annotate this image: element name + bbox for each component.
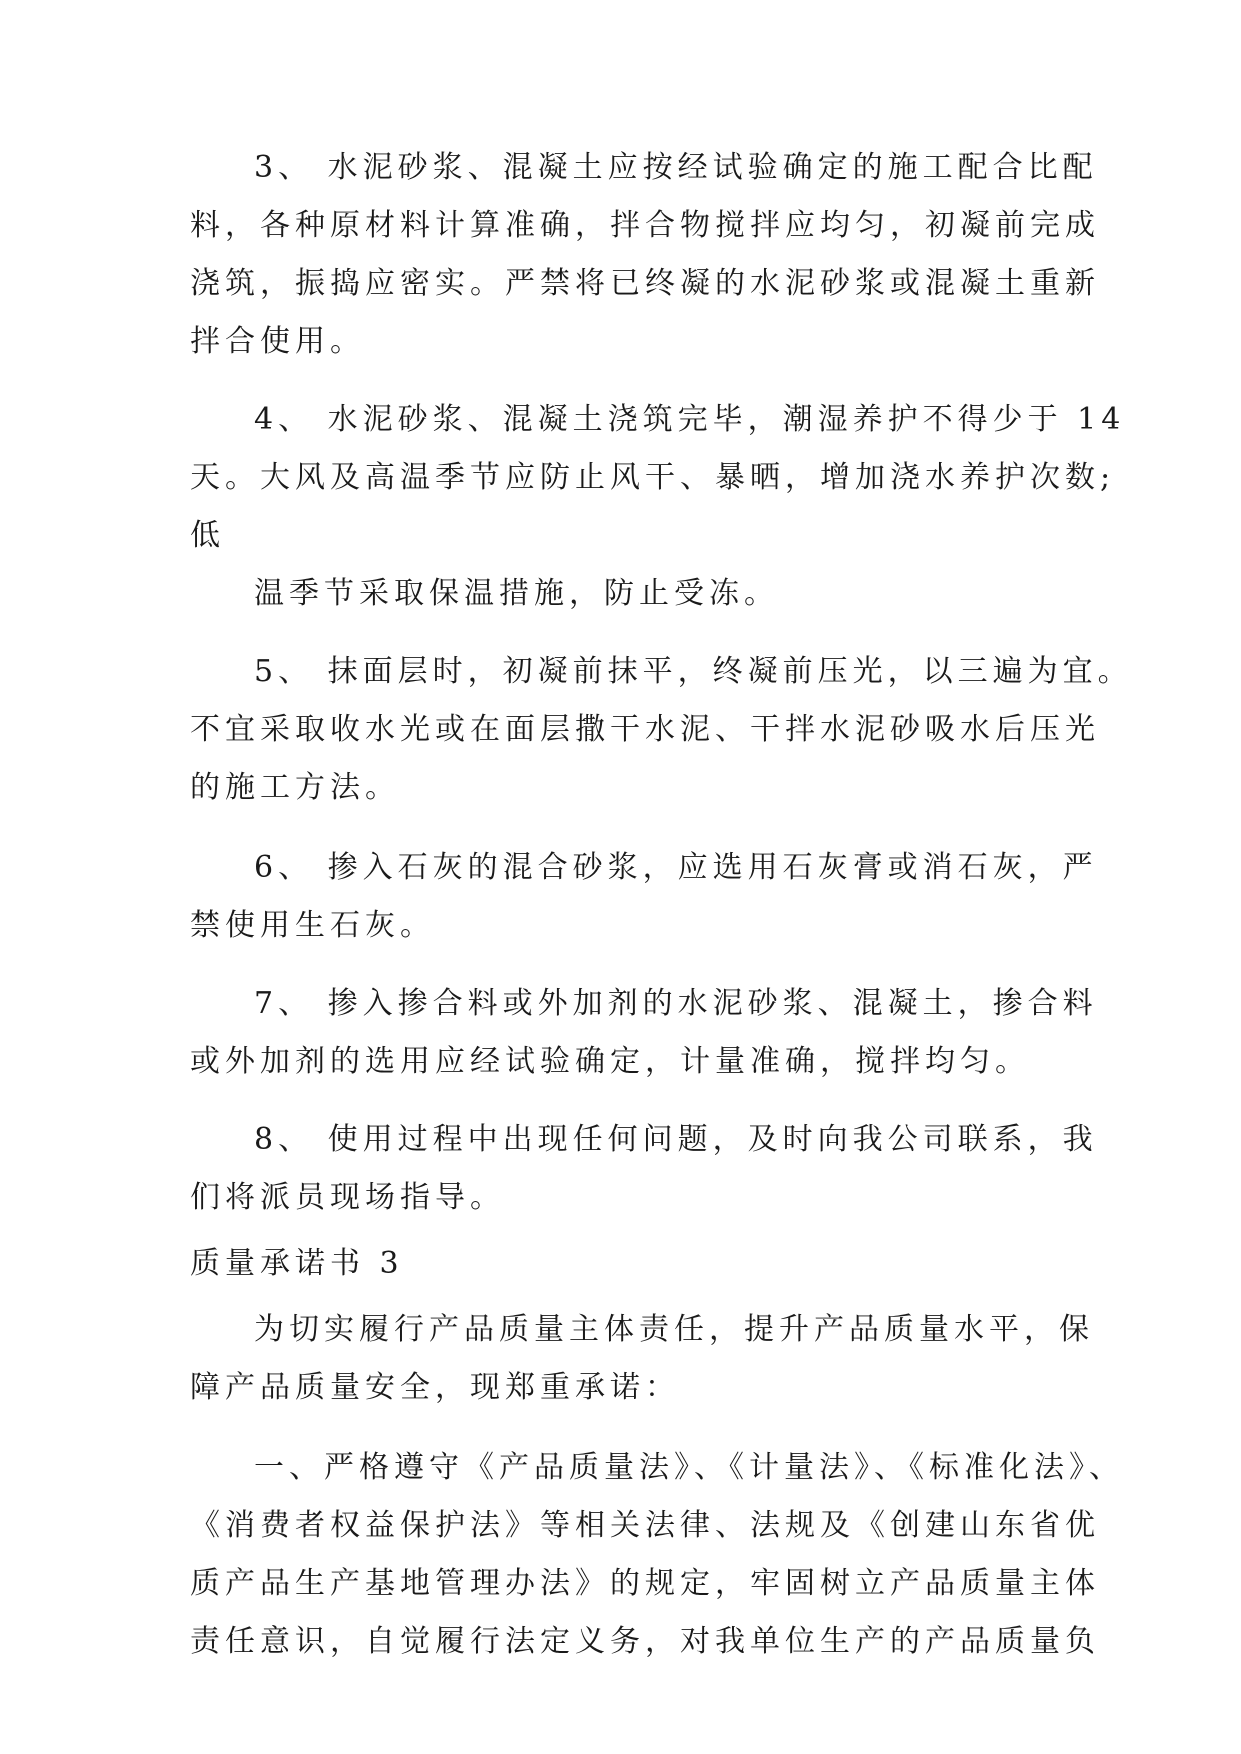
text-line: 6、 掺入石灰的混合砂浆，应选用石灰膏或消石灰，严: [254, 850, 1098, 885]
text-line: 《消费者权益保护法》等相关法律、法规及《创建山东省优: [190, 1508, 1100, 1543]
text-line: 或外加剂的选用应经试验确定，计量准确，搅拌均匀。: [190, 1044, 1030, 1079]
text-line: 低: [190, 518, 225, 553]
text-line: 障产品质量安全，现郑重承诺：: [190, 1370, 680, 1405]
text-line: 们将派员现场指导。: [190, 1180, 505, 1215]
text-line: 的施工方法。: [190, 770, 400, 805]
text-line: 3、 水泥砂浆、混凝土应按经试验确定的施工配合比配: [254, 150, 1098, 185]
text-line: 一、严格遵守《产品质量法》、《计量法》、《标准化法》、: [254, 1450, 1124, 1485]
text-line: 温季节采取保温措施，防止受冻。: [254, 576, 779, 611]
text-line: 拌合使用。: [190, 324, 365, 359]
text-line: 不宜采取收水光或在面层撒干水泥、干拌水泥砂吸水后压光: [190, 712, 1100, 747]
text-line: 7、 掺入掺合料或外加剂的水泥砂浆、混凝土，掺合料: [254, 986, 1098, 1021]
text-line: 质产品生产基地管理办法》的规定，牢固树立产品质量主体: [190, 1566, 1100, 1601]
text-line: 责任意识，自觉履行法定义务，对我单位生产的产品质量负: [190, 1624, 1100, 1659]
text-line: 浇筑，振捣应密实。严禁将已终凝的水泥砂浆或混凝土重新: [190, 266, 1100, 301]
text-line: 天。大风及高温季节应防止风干、暴晒，增加浇水养护次数;: [190, 460, 1116, 495]
text-line: 料，各种原材料计算准确，拌合物搅拌应均匀，初凝前完成: [190, 208, 1100, 243]
text-line: 4、 水泥砂浆、混凝土浇筑完毕，潮湿养护不得少于 14: [254, 402, 1126, 437]
text-line: 5、 抹面层时，初凝前抹平，终凝前压光，以三遍为宜。: [254, 654, 1133, 689]
section-heading: 质量承诺书 3: [190, 1246, 404, 1281]
text-line: 为切实履行产品质量主体责任，提升产品质量水平，保: [254, 1312, 1094, 1347]
text-line: 禁使用生石灰。: [190, 908, 435, 943]
text-line: 8、 使用过程中出现任何问题，及时向我公司联系，我: [254, 1122, 1098, 1157]
